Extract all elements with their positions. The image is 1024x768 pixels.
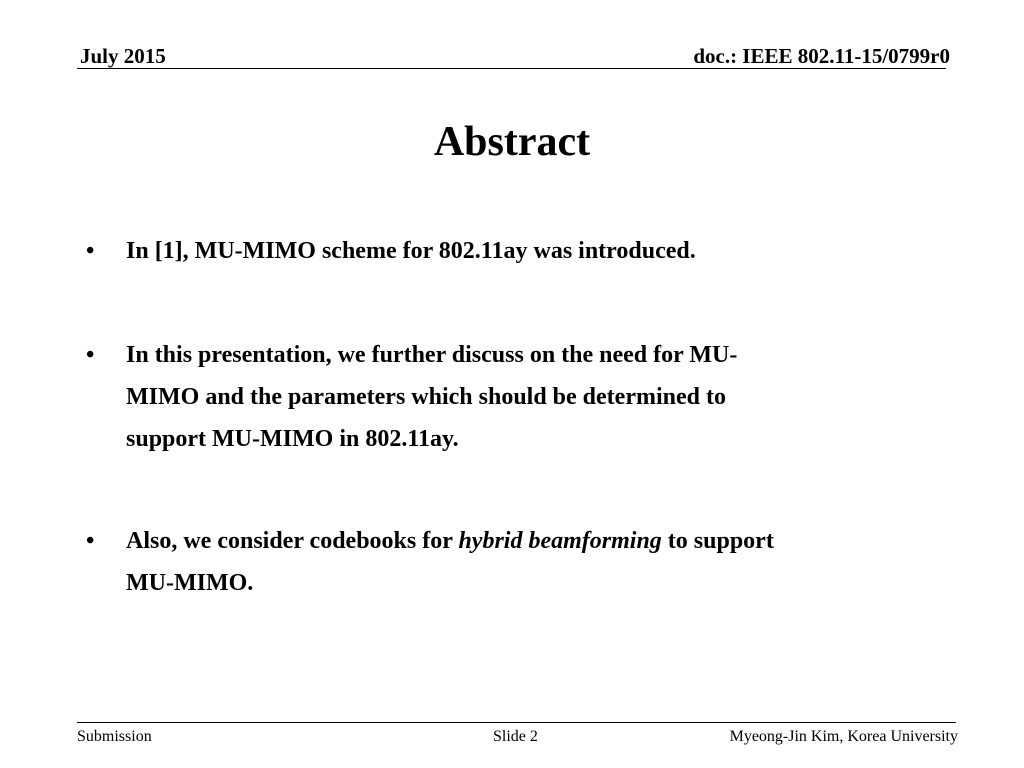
footer-slide-number: Slide 2 (493, 728, 538, 745)
footer-divider (77, 722, 956, 723)
slide-title: Abstract (433, 119, 591, 165)
bullet-text-line: MU-MIMO. (126, 570, 254, 596)
bullet-item (86, 334, 906, 460)
footer-author: Myeong-Jin Kim, Korea University (729, 728, 958, 745)
bullet-dot: • (86, 528, 95, 554)
bullet-text-line: MIMO and the parameters which should be determined to (126, 384, 726, 410)
bullet-dot: • (86, 342, 95, 368)
bullet-list (86, 230, 906, 604)
bullet-text-line: support MU-MIMO in 802.11ay. (126, 426, 459, 452)
bullet-text: In [1], MU-MIMO scheme for 802.11ay was introduced. (126, 238, 696, 264)
footer-submission: Submission (77, 728, 152, 745)
header-divider (77, 68, 946, 69)
bullet-item (86, 520, 906, 604)
bullet-text-line: In this presentation, we further discuss on the need for MU- (126, 342, 738, 368)
bullet-text: Also, we consider codebooks for (126, 528, 459, 554)
header-date: July 2015 (80, 44, 166, 68)
bullet-text: to support (661, 528, 774, 554)
bullet-item (86, 230, 906, 272)
bullet-dot: • (86, 238, 95, 264)
bullet-emphasis: hybrid beamforming (458, 528, 662, 554)
header-doc-id: doc.: IEEE 802.11-15/0799r0 (693, 44, 950, 68)
